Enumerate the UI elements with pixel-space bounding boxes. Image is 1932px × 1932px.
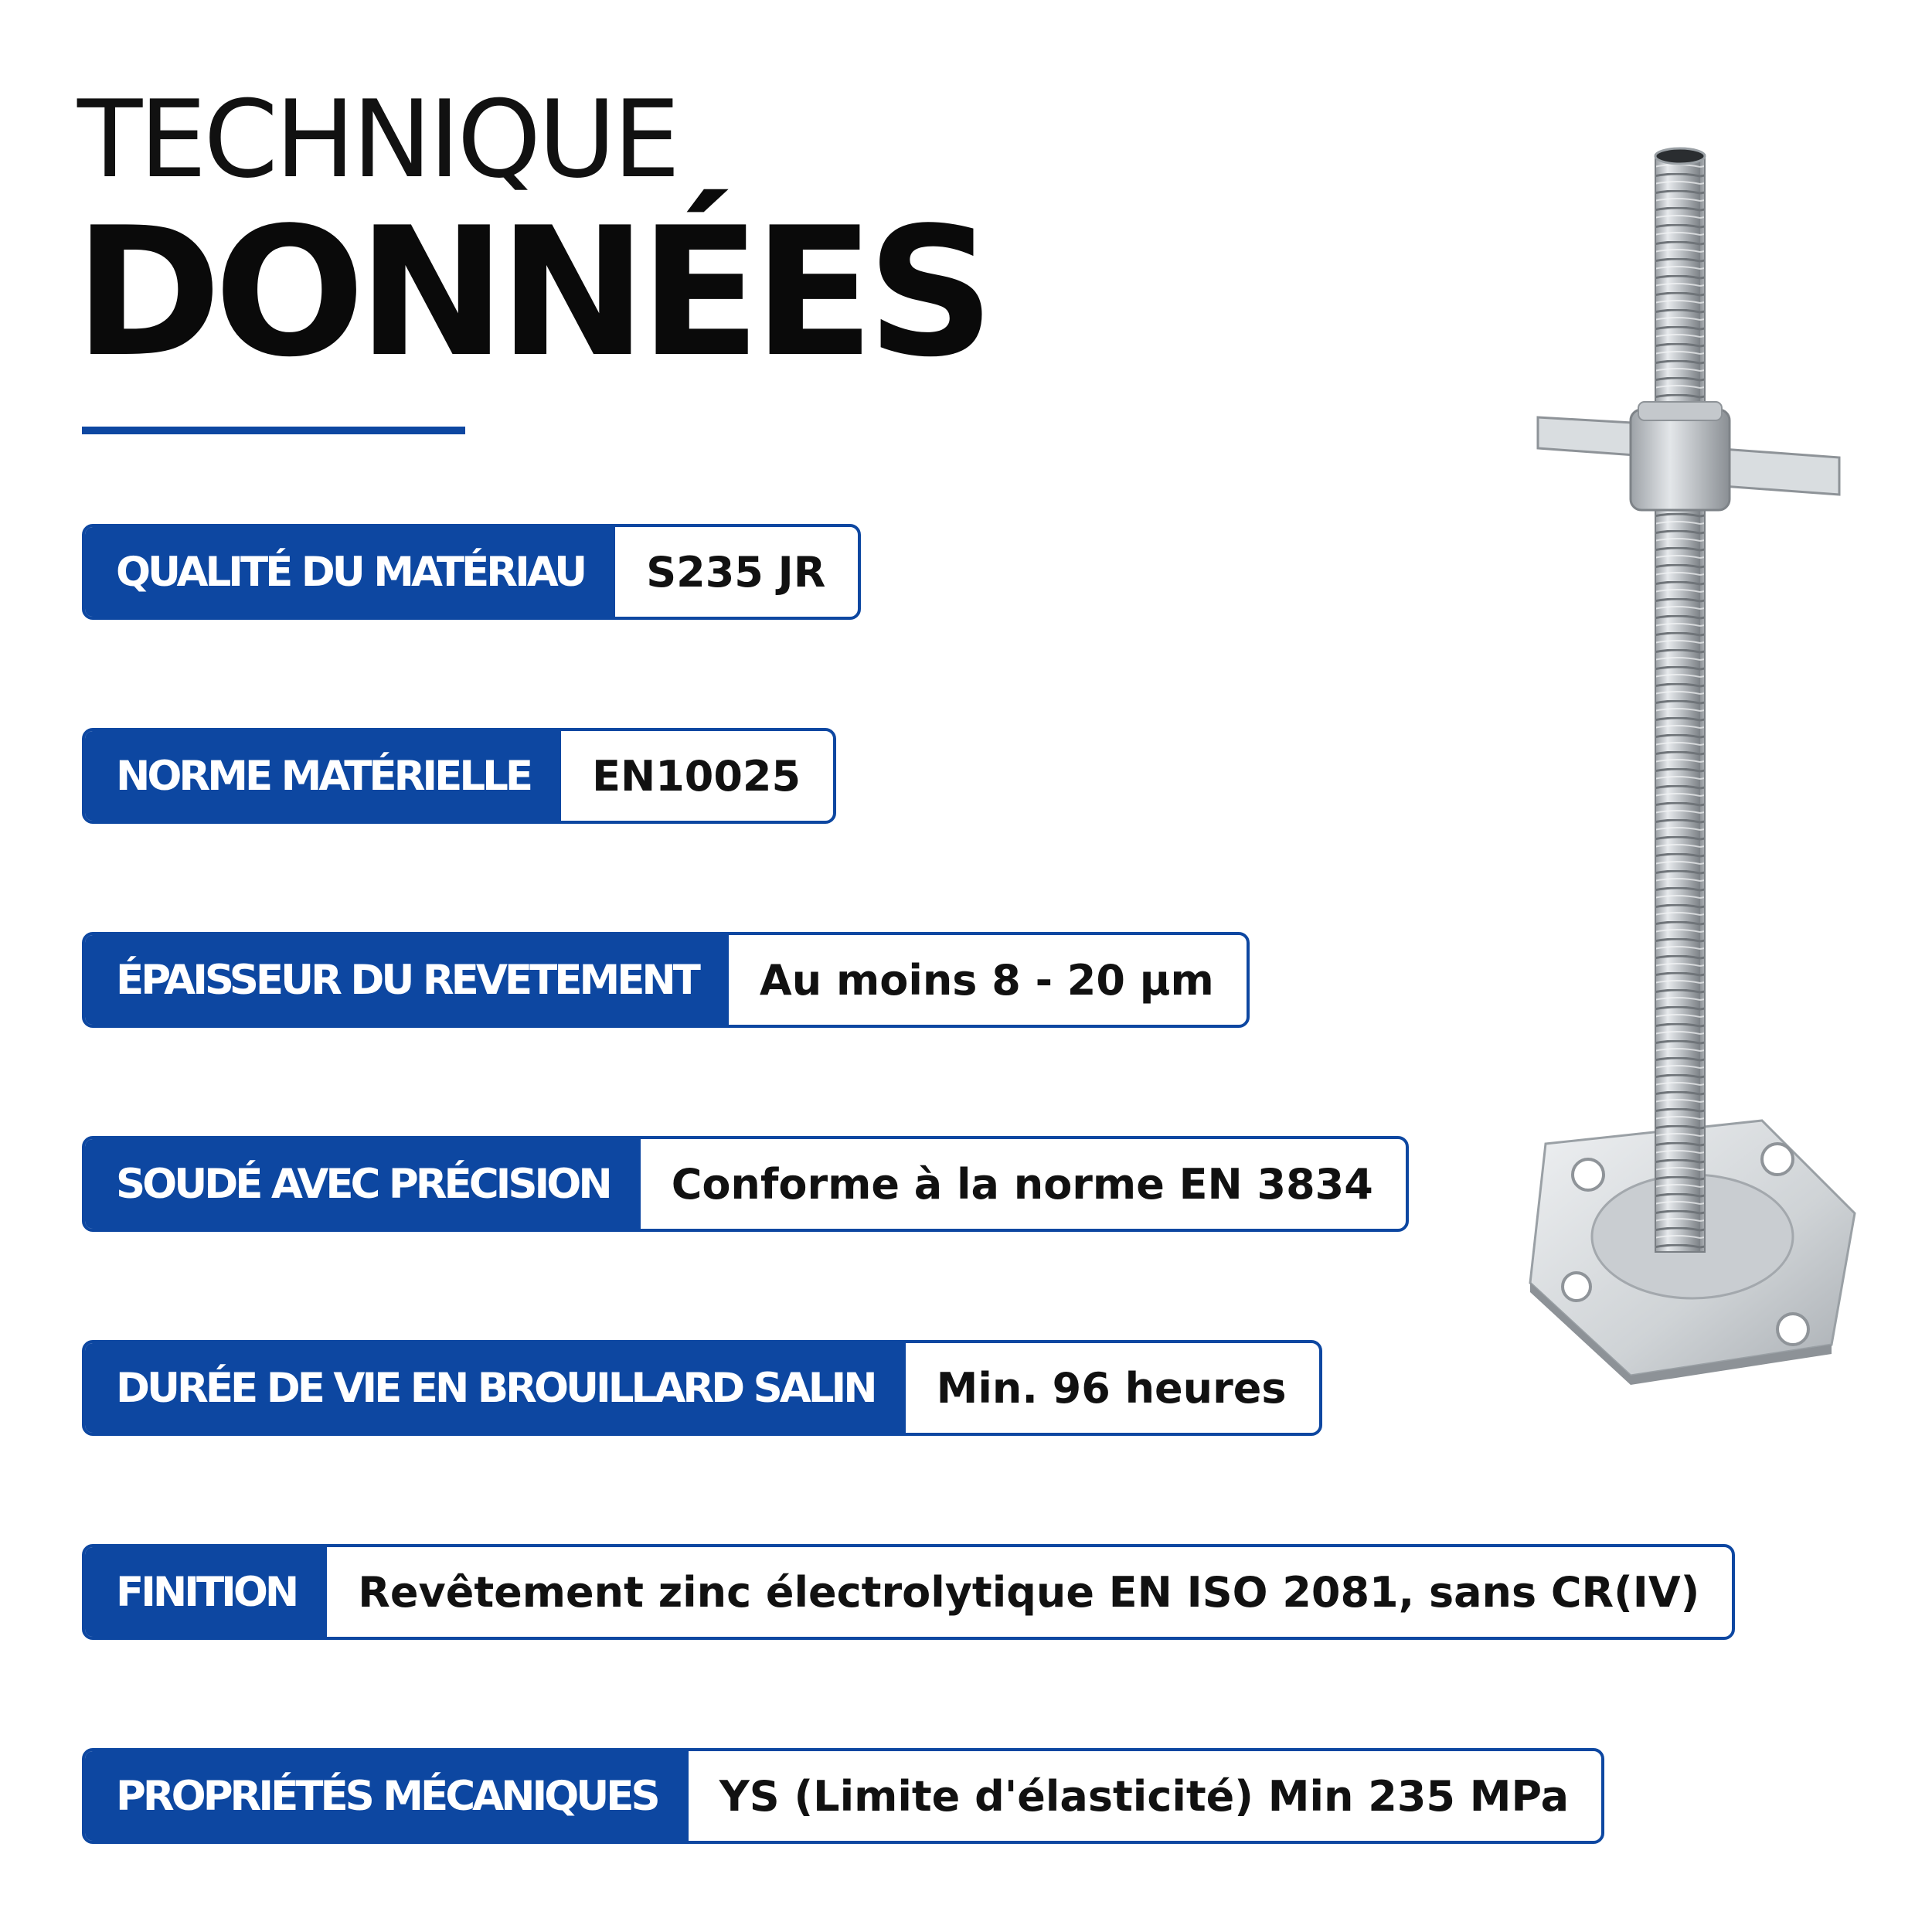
spec-value: EN10025 [592,751,801,801]
spec-value: Min. 96 heures [936,1363,1287,1413]
spec-row-material-standard [82,728,836,824]
spec-row-coating-thickness [82,932,1250,1028]
screw-jack-product-image [1515,139,1870,1391]
spec-label: NORME MATÉRIELLE [85,731,561,821]
spec-row-salt-spray-life [82,1340,1322,1436]
spec-label: SOUDÉ AVEC PRÉCISION [85,1139,641,1229]
title-underline [82,427,465,434]
spec-label: DURÉE DE VIE EN BROUILLARD SALIN [85,1343,906,1433]
wing-nut-handle-shape [1538,402,1839,510]
spec-row-material-quality [82,524,861,620]
spec-row-mechanical-properties [82,1748,1604,1844]
page-title-donnees: DONNÉES [74,190,988,396]
threaded-rod-shape [1655,155,1705,1252]
spec-label: QUALITÉ DU MATÉRIAU [85,527,615,617]
spec-value: S235 JR [646,547,826,597]
spec-value: YS (Limite d'élasticité) Min 235 MPa [719,1771,1570,1821]
spec-value: Revêtement zinc électrolytique EN ISO 2081, sans CR(IV) [358,1567,1700,1617]
spec-value: Conforme à la norme EN 3834 [671,1159,1373,1209]
spec-row-precision-welding [82,1136,1409,1232]
spec-value: Au moins 8 - 20 µm [759,955,1214,1005]
spec-label: FINITION [85,1547,327,1637]
spec-label: ÉPAISSEUR DU REVETEMENT [85,935,729,1025]
spec-label: PROPRIÉTÉS MÉCANIQUES [85,1751,689,1841]
spec-row-finish [82,1544,1735,1640]
page-title-technique: TECHNIQUE [77,77,678,202]
